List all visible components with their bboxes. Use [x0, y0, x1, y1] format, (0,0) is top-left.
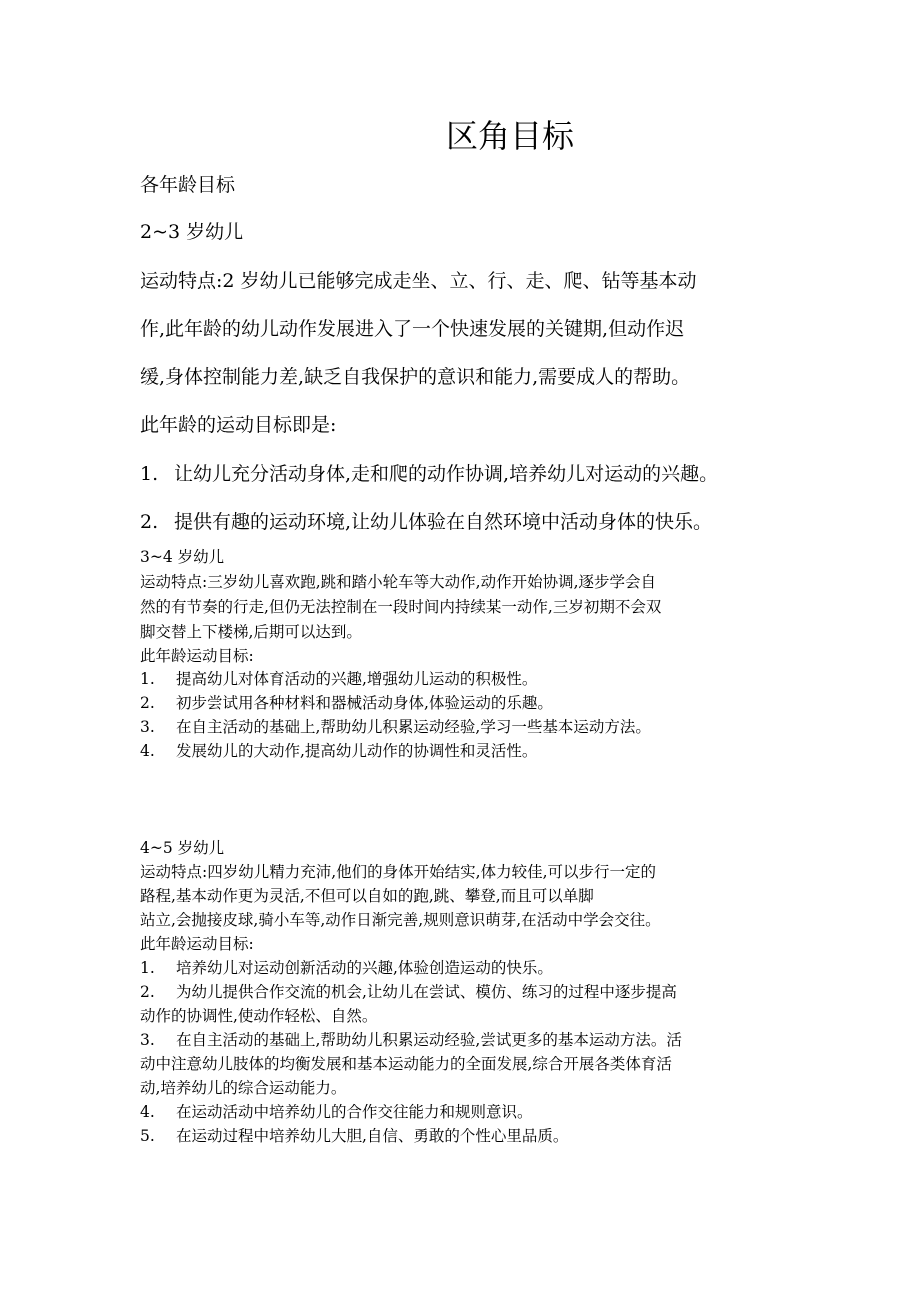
goal-number: 2. [140, 511, 159, 533]
age-2-3-goals-intro: 此年龄的运动目标即是: [140, 414, 337, 436]
age-4-5-goal-item [140, 1028, 790, 1052]
age-2-3-goal-item [140, 459, 800, 489]
age-4-5-goal-item [140, 956, 790, 980]
age-4-5-goal-continuation: 动中注意幼儿肢体的均衡发展和基本运动能力的全面发展,综合开展各类体育活 [140, 1055, 672, 1073]
goal-text: 初步尝试用各种材料和器械活动身体,体验运动的乐趣。 [176, 694, 553, 712]
goal-text: 在运动过程中培养幼儿大胆,自信、勇敢的个性心里品质。 [176, 1127, 569, 1145]
age-2-3-features-line3: 缓,身体控制能力差,缺乏自我保护的意识和能力,需要成人的帮助。 [140, 366, 691, 388]
section-heading: 各年龄目标 [140, 174, 236, 196]
goal-text: 在运动活动中培养幼儿的合作交往能力和规则意识。 [176, 1103, 533, 1121]
page-title: 区角目标 [445, 117, 574, 155]
goal-number: 3. [140, 1031, 155, 1049]
goal-text: 为幼儿提供合作交流的机会,让幼儿在尝试、模仿、练习的过程中逐步提高 [176, 983, 677, 1001]
age-4-5-features-line1: 运动特点:四岁幼儿精力充沛,他们的身体开始结实,体力较佳,可以步行一定的 [140, 863, 657, 881]
age-3-4-goal-item [140, 691, 790, 715]
goal-text: 培养幼儿对运动创新活动的兴趣,体验创造运动的快乐。 [176, 959, 553, 977]
age-3-4-features-line1: 运动特点:三岁幼儿喜欢跑,跳和踏小轮车等大动作,动作开始协调,逐步学会自 [140, 573, 657, 591]
goal-number: 3. [140, 718, 155, 736]
age-3-4-label: 3~4 岁幼儿 [140, 548, 225, 566]
age-4-5-goal-continuation: 动作的协调性,使动作轻松、自然。 [140, 1007, 378, 1025]
age-4-5-goal-continuation: 动,培养幼儿的综合运动能力。 [140, 1079, 347, 1097]
goal-number: 2. [140, 983, 155, 1001]
goal-text: 发展幼儿的大动作,提高幼儿动作的协调性和灵活性。 [176, 742, 538, 760]
age-3-4-features-line2: 然的有节奏的行走,但仍无法控制在一段时间内持续某一动作,三岁初期不会双 [140, 598, 662, 616]
goal-number: 4. [140, 742, 155, 760]
age-4-5-goals-intro: 此年龄运动目标: [140, 935, 254, 953]
age-3-4-goal-item [140, 667, 790, 691]
age-4-5-goal-item [140, 1124, 790, 1148]
age-4-5-goal-item [140, 980, 790, 1004]
age-3-4-goals-intro: 此年龄运动目标: [140, 647, 254, 665]
goal-text: 提高幼儿对体育活动的兴趣,增强幼儿运动的积极性。 [176, 670, 538, 688]
goal-number: 1. [140, 463, 159, 485]
age-3-4-goal-item [140, 715, 790, 739]
goal-number: 1. [140, 959, 155, 977]
goal-number: 4. [140, 1103, 155, 1121]
age-2-3-label: 2~3 岁幼儿 [140, 221, 244, 243]
age-4-5-goal-item [140, 1100, 790, 1124]
age-3-4-goal-item [140, 739, 790, 763]
age-4-5-features-line3: 站立,会抛接皮球,骑小车等,动作日渐完善,规则意识萌芽,在活动中学会交往。 [140, 911, 661, 929]
age-3-4-features-line3: 脚交替上下楼梯,后期可以达到。 [140, 623, 362, 641]
goal-text: 在自主活动的基础上,帮助幼儿积累运动经验,尝试更多的基本运动方法。活 [176, 1031, 682, 1049]
age-2-3-features-line2: 作,此年龄的幼儿动作发展进入了一个快速发展的关键期,但动作迟 [140, 318, 685, 340]
goal-number: 1. [140, 670, 155, 688]
age-2-3-features-line1: 运动特点:2 岁幼儿已能够完成走坐、立、行、走、爬、钻等基本动 [140, 270, 697, 292]
age-2-3-goal-item [140, 507, 800, 537]
goal-text: 提供有趣的运动环境,让幼儿体验在自然环境中活动身体的快乐。 [174, 511, 713, 533]
goal-text: 在自主活动的基础上,帮助幼儿积累运动经验,学习一些基本运动方法。 [176, 718, 651, 736]
goal-number: 5. [140, 1127, 155, 1145]
age-4-5-label: 4~5 岁幼儿 [140, 839, 225, 857]
age-4-5-features-line2: 路程,基本动作更为灵活,不但可以自如的跑,跳、攀登,而且可以单脚 [140, 887, 594, 905]
goal-text: 让幼儿充分活动身体,走和爬的动作协调,培养幼儿对运动的兴趣。 [174, 463, 719, 485]
goal-number: 2. [140, 694, 155, 712]
